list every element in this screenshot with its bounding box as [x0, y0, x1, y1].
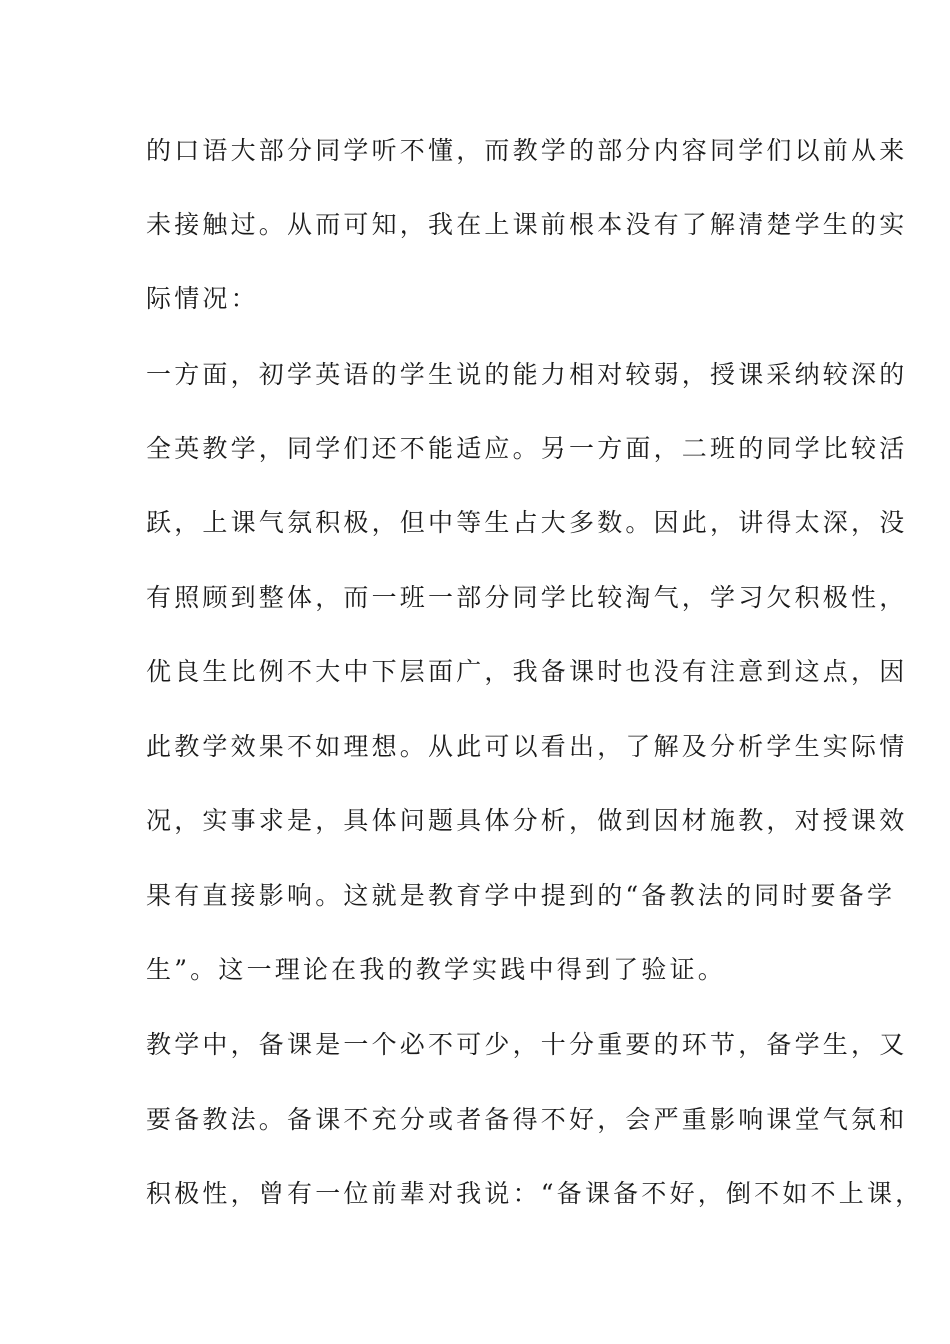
text-line: 有照顾到整体，而一班一部分同学比较淘气，学习欠积极性，: [146, 583, 908, 612]
text-line: 一方面，初学英语的学生说的能力相对较弱，授课采纳较深的: [146, 360, 908, 389]
text-line: 全英教学，同学们还不能适应。另一方面，二班的同学比较活: [146, 434, 908, 463]
text-line: 要备教法。备课不充分或者备得不好，会严重影响课堂气氛和: [146, 1105, 908, 1134]
text-line: 况，实事求是，具体问题具体分析，做到因材施教，对授课效: [146, 806, 908, 835]
text-line: 优良生比例不大中下层面广，我备课时也没有注意到这点，因: [146, 657, 908, 686]
text-line: 际情况：: [146, 284, 259, 313]
text-line: 积极性，曾有一位前辈对我说：“备课备不好，倒不如不上课，: [146, 1179, 924, 1208]
text-line: 教学中，备课是一个必不可少，十分重要的环节，备学生，又: [146, 1030, 908, 1059]
text-line: 的口语大部分同学听不懂，而教学的部分内容同学们以前从来: [146, 136, 908, 165]
text-line: 此教学效果不如理想。从此可以看出，了解及分析学生实际情: [146, 732, 908, 761]
text-line: 未接触过。从而可知，我在上课前根本没有了解清楚学生的实: [146, 210, 908, 239]
text-line: 生”。这一理论在我的教学实践中得到了验证。: [146, 955, 726, 984]
text-line: 果有直接影响。这就是教育学中提到的“备教法的同时要备学: [146, 881, 896, 910]
text-line: 跃，上课气氛积极，但中等生占大多数。因此，讲得太深，没: [146, 508, 908, 537]
